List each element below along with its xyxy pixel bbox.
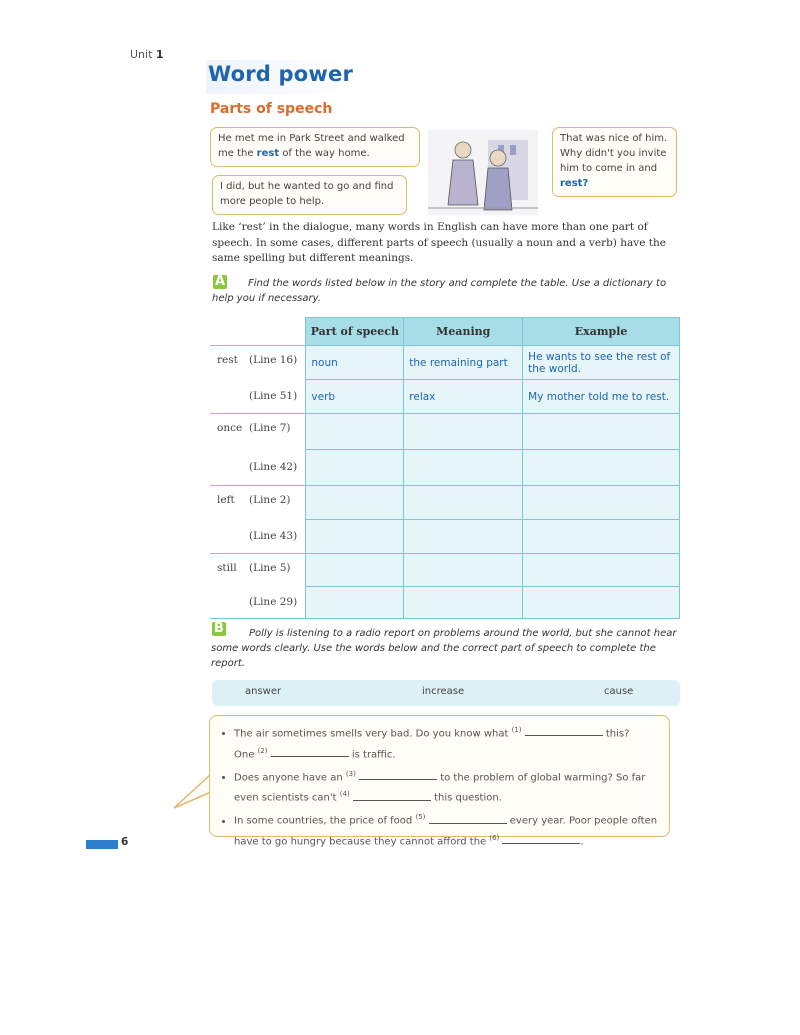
exercise-b-badge: B [212, 622, 226, 636]
answer-blank-1[interactable] [525, 726, 603, 736]
header-part-of-speech: Part of speech [306, 318, 404, 346]
cell-meaning[interactable] [404, 587, 523, 619]
page-number: 6 [121, 836, 129, 848]
table-row [210, 346, 680, 380]
row-label [210, 486, 306, 520]
cell-example[interactable] [523, 587, 680, 619]
speech-bubble-1: He met me in Park Street and walked me the rest of the way home. [210, 127, 420, 167]
word-bank-item: answer [245, 686, 282, 697]
row-label [210, 450, 306, 486]
intro-paragraph: Like ‘rest’ in the dialogue, many words in English can have more than one part of speech. In some cases, different parts of speech (usually a noun and a verb) have the same spelling but different meanings. [212, 221, 666, 264]
table-row [210, 554, 680, 587]
row-line: (Line 29) [249, 596, 298, 609]
header-example: Example [523, 318, 680, 346]
cell-example[interactable] [523, 414, 680, 450]
row-word: still [217, 562, 237, 574]
exercise-a-badge: A [214, 274, 226, 289]
cell-meaning[interactable] [404, 554, 523, 587]
unit-label: Unit 1 [130, 48, 164, 61]
cell-pos[interactable] [306, 520, 404, 554]
exercise-a-instruction: Find the words listed below in the story and complete the table. Use a dictionary to help you if necessary. [212, 278, 667, 304]
word-bank-item: increase [422, 686, 465, 697]
table-row [210, 486, 680, 520]
row-line: (Line 2) [249, 494, 291, 506]
answer-blank-5[interactable] [429, 814, 507, 824]
row-label [210, 380, 306, 414]
row-line: (Line 5) [249, 562, 291, 574]
cell-pos[interactable] [306, 486, 404, 520]
cell-pos[interactable] [306, 450, 404, 486]
table-corner [210, 318, 306, 346]
row-label [210, 520, 306, 554]
row-label [210, 414, 306, 450]
cell-pos[interactable] [306, 414, 404, 450]
answer-blank-2[interactable] [271, 747, 349, 757]
cell-meaning[interactable] [404, 486, 523, 520]
row-line: (Line 42) [249, 461, 298, 474]
word-bank-item: cause [604, 686, 634, 697]
section-subtitle: Parts of speech [210, 101, 333, 117]
cell-example[interactable] [523, 520, 680, 554]
cell-pos[interactable]: verb [306, 380, 404, 414]
cell-meaning[interactable]: the remaining part [404, 346, 523, 380]
row-word: rest [217, 354, 238, 366]
speech-bubble-2: I did, but he wanted to go and find more people to help. [212, 175, 407, 215]
table-row [210, 414, 680, 450]
cell-example[interactable] [523, 554, 680, 587]
header-meaning: Meaning [404, 318, 523, 346]
cell-pos[interactable]: noun [306, 346, 404, 380]
table-row [210, 520, 680, 554]
cell-example[interactable]: My mother told me to rest. [523, 380, 680, 414]
speech-bubble-3: That was nice of him. Why didn't you invite him to come in and rest? [552, 127, 677, 197]
parts-of-speech-table [210, 317, 680, 619]
row-line: (Line 7) [249, 422, 291, 434]
report-item-1: • The air sometimes smells very bad. Do you know what $^{(1)}$ this? One $^{(2)}$ is traffic. [234, 722, 659, 764]
cell-meaning[interactable] [404, 414, 523, 450]
answer-blank-4[interactable] [353, 791, 431, 801]
cell-example[interactable]: He wants to see the rest of the world. [523, 346, 680, 380]
row-label [210, 346, 306, 380]
report-item-3: • In some countries, the price of food $^{(5)}$ every year. Poor people often have to go hungry because they cannot afford the $^{(6)}$ . [234, 809, 659, 851]
cell-example[interactable] [523, 450, 680, 486]
page-number-bar [86, 840, 118, 849]
cell-meaning[interactable] [404, 520, 523, 554]
row-line: (Line 43) [249, 530, 298, 543]
row-label [210, 554, 306, 587]
row-word: left [217, 494, 235, 506]
exercise-b-instruction: Polly is listening to a radio report on problems around the world, but she cannot hear some words clearly. Use the words below and the correct part of speech to complete the report. [211, 628, 677, 669]
table-row [210, 380, 680, 414]
answer-blank-3[interactable] [359, 770, 437, 780]
row-label [210, 587, 306, 619]
report-item-2: • Does anyone have an $^{(3)}$ to the problem of global warming? So far even scientists can't $^{(4)}$ this question. [234, 766, 659, 808]
report-bubble-tail [172, 770, 214, 812]
table-row [210, 587, 680, 619]
dialogue-illustration [428, 130, 538, 215]
row-line: (Line 51) [249, 390, 298, 403]
answer-blank-6[interactable] [502, 834, 580, 844]
cell-pos[interactable] [306, 554, 404, 587]
table-row [210, 450, 680, 486]
row-word: once [217, 422, 243, 434]
radio-report-box [209, 715, 670, 848]
page-title: Word power [208, 62, 354, 86]
cell-meaning[interactable]: relax [404, 380, 523, 414]
word-bank [212, 680, 680, 706]
row-line: (Line 16) [249, 354, 298, 366]
cell-example[interactable] [523, 486, 680, 520]
cell-meaning[interactable] [404, 450, 523, 486]
cell-pos[interactable] [306, 587, 404, 619]
